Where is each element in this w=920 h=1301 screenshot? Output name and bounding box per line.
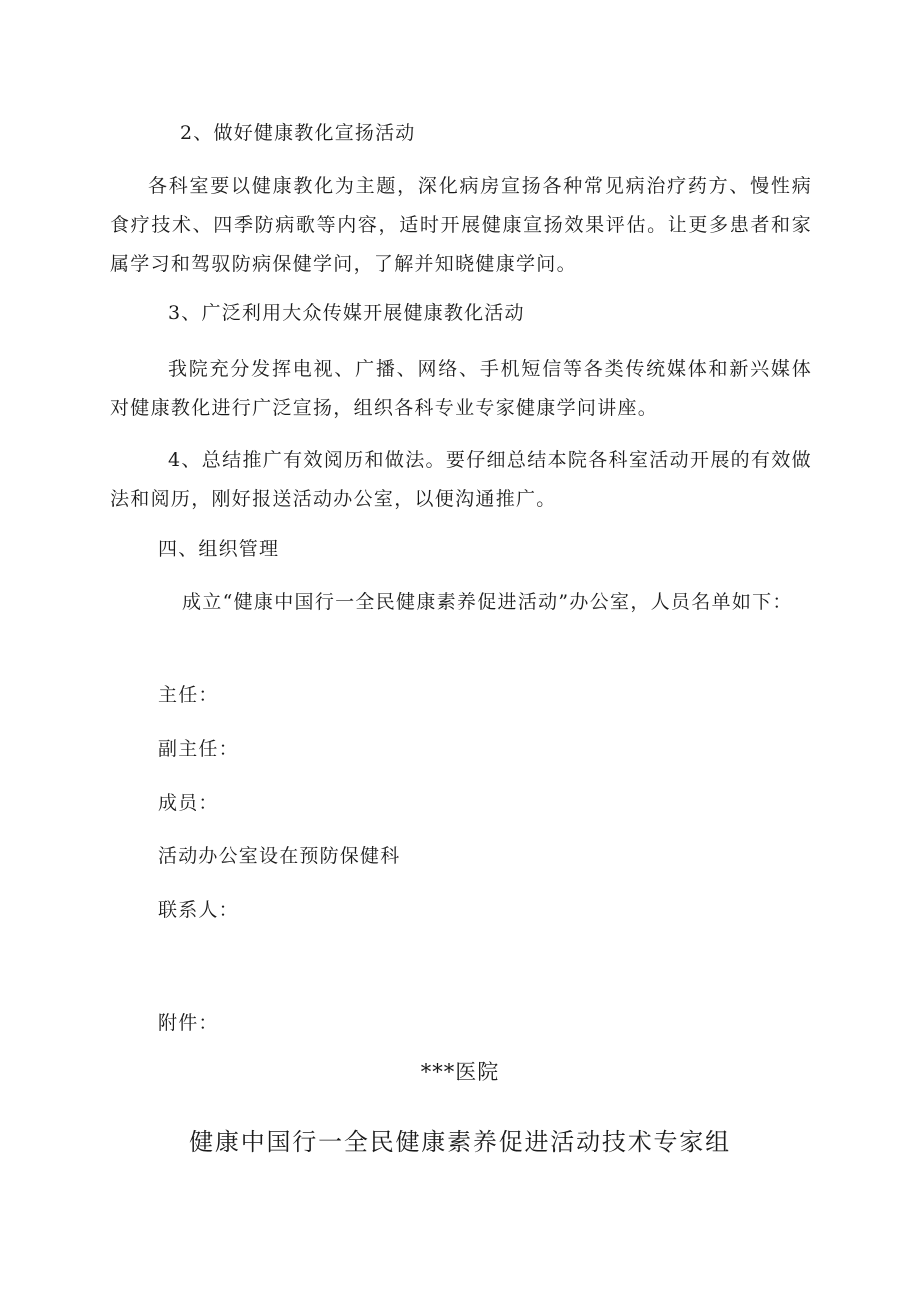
section3-heading: 3、广泛利用大众传媒开展健康教化活动 [168, 302, 525, 324]
section2-heading: 2、做好健康教化宣扬活动 [180, 122, 416, 144]
expert-group-title: 健康中国行一全民健康素养促进活动技术专家组 [189, 1128, 731, 1156]
section2-body: 各科室要以健康教化为主题，深化病房宣扬各种常见病治疗药方、慢性病食疗技术、四季防病歌等内容，适时开展健康宣扬效果评估。让更多患者和家属学习和驾驭防病保健学问，了解并知晓健康学问。 [110, 175, 812, 275]
members-label: 成员： [158, 792, 219, 814]
contact-label: 联系人： [158, 899, 239, 921]
deputy-director-label: 副主任： [158, 738, 239, 760]
director-label: 主任： [158, 684, 219, 706]
section3-body: 我院充分发挥电视、广播、网络、手机短信等各类传统媒体和新兴媒体对健康教化进行广泛宣扬，组织各科专业专家健康学问讲座。 [110, 358, 812, 419]
office-location: 活动办公室设在预防保健科 [158, 845, 401, 867]
management-heading: 四、组织管理 [158, 538, 280, 560]
attachment-label: 附件： [158, 1012, 219, 1034]
section4-body: 4、总结推广有效阅历和做法。要仔细总结本院各科室活动开展的有效做法和阅历，刚好报送活动办公室，以便沟通推广。 [110, 449, 812, 510]
hospital-name: ***医院 [420, 1060, 500, 1084]
management-intro: 成立“健康中国行一全民健康素养促进活动”办公室，人员名单如下： [182, 591, 793, 613]
